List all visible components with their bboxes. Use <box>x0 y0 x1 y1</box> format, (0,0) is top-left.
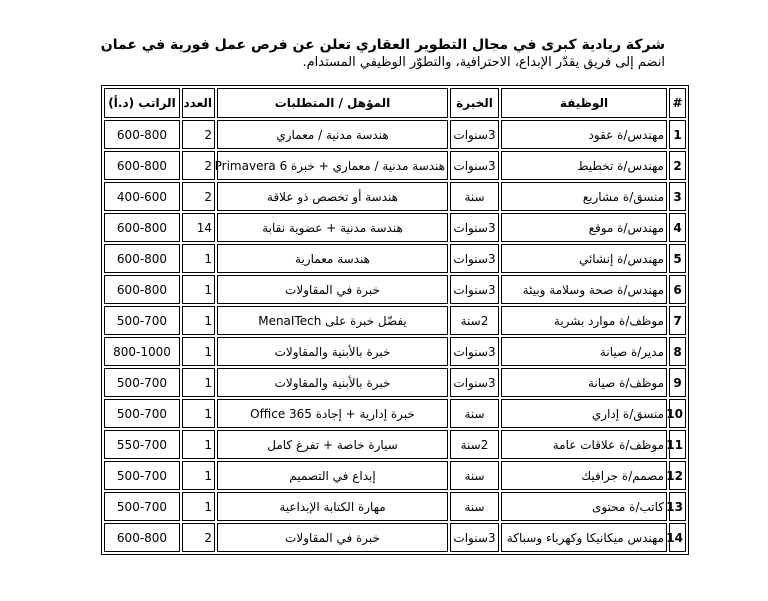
header-requirements: المؤهل / المتطلبات <box>217 88 448 118</box>
job-salary: 500-700 <box>104 306 180 335</box>
job-experience: سنة <box>450 399 499 428</box>
job-title: كاتب/ة محتوى <box>501 492 667 521</box>
row-num: 14 <box>669 523 686 552</box>
job-salary: 550-700 <box>104 430 180 459</box>
table-row <box>104 213 686 242</box>
job-experience: 3سنوات <box>450 275 499 304</box>
job-requirements: مهارة الكتابة الإبداعية <box>217 492 448 521</box>
jobs-table-body <box>104 120 686 552</box>
table-row <box>104 182 686 211</box>
job-count: 14 <box>182 213 215 242</box>
job-requirements: إبداع في التصميم <box>217 461 448 490</box>
job-salary: 500-700 <box>104 368 180 397</box>
row-num: 8 <box>669 337 686 366</box>
job-salary: 400-600 <box>104 182 180 211</box>
job-count: 1 <box>182 399 215 428</box>
job-requirements: خبرة إدارية + إجادة Office 365 <box>217 399 448 428</box>
job-title: مهندس/ة عقود <box>501 120 667 149</box>
table-row <box>104 368 686 397</box>
job-requirements: هندسة معمارية <box>217 244 448 273</box>
table-row <box>104 523 686 552</box>
job-count: 1 <box>182 337 215 366</box>
job-count: 1 <box>182 430 215 459</box>
job-requirements: هندسة أو تخصص ذو علاقة <box>217 182 448 211</box>
row-num: 10 <box>669 399 686 428</box>
job-title: مهندس/ة موقع <box>501 213 667 242</box>
table-row <box>104 492 686 521</box>
job-salary: 600-800 <box>104 213 180 242</box>
job-count: 1 <box>182 368 215 397</box>
job-count: 2 <box>182 120 215 149</box>
job-requirements: خبرة بالأبنية والمقاولات <box>217 337 448 366</box>
job-title: مهندس/ة إنشائي <box>501 244 667 273</box>
header-experience: الخبرة <box>450 88 499 118</box>
job-requirements: يفضّل خبرة على MenaITech <box>217 306 448 335</box>
job-experience: سنة <box>450 461 499 490</box>
job-title: مصمم/ة جرافيك <box>501 461 667 490</box>
table-row <box>104 275 686 304</box>
job-title: منسق/ة إداري <box>501 399 667 428</box>
job-count: 2 <box>182 182 215 211</box>
row-num: 11 <box>669 430 686 459</box>
job-salary: 600-800 <box>104 151 180 180</box>
job-salary: 500-700 <box>104 461 180 490</box>
table-row <box>104 430 686 459</box>
job-title: مدير/ة صيانة <box>501 337 667 366</box>
job-requirements: سيارة خاصة + تفرغ كامل <box>217 430 448 459</box>
table-row <box>104 337 686 366</box>
row-num: 4 <box>669 213 686 242</box>
table-row <box>104 399 686 428</box>
job-experience: 2سنة <box>450 306 499 335</box>
header-salary: الراتب (د.أ) <box>104 88 180 118</box>
job-requirements: خبرة بالأبنية والمقاولات <box>217 368 448 397</box>
job-experience: 3سنوات <box>450 368 499 397</box>
job-salary: 600-800 <box>104 120 180 149</box>
job-title: موظف/ة موارد بشرية <box>501 306 667 335</box>
job-salary: 600-800 <box>104 523 180 552</box>
table-row <box>104 244 686 273</box>
job-experience: سنة <box>450 182 499 211</box>
table-row <box>104 306 686 335</box>
header-count: العدد <box>182 88 215 118</box>
job-experience: 2سنة <box>450 430 499 459</box>
page-title: شركة ريادية كبرى في مجال التطوير العقاري تعلن عن فرص عمل فورية في عمان <box>100 37 665 53</box>
row-num: 1 <box>669 120 686 149</box>
job-count: 2 <box>182 151 215 180</box>
job-title: موظف/ة علاقات عامة <box>501 430 667 459</box>
table-row <box>104 461 686 490</box>
job-experience: سنة <box>450 492 499 521</box>
job-count: 1 <box>182 306 215 335</box>
job-requirements: هندسة مدنية / معماري <box>217 120 448 149</box>
job-salary: 600-800 <box>104 275 180 304</box>
job-requirements: خبرة في المقاولات <box>217 275 448 304</box>
job-count: 1 <box>182 461 215 490</box>
job-title: مهندس/ة تخطيط <box>501 151 667 180</box>
header-num: # <box>669 88 686 118</box>
job-experience: 3سنوات <box>450 151 499 180</box>
job-count: 2 <box>182 523 215 552</box>
row-num: 6 <box>669 275 686 304</box>
page-subtitle: انضم إلى فريق يقدّر الإبداع، الاحترافية، والتطوّر الوظيفي المستدام. <box>302 55 665 70</box>
row-num: 5 <box>669 244 686 273</box>
table-row <box>104 151 686 180</box>
job-salary: 800-1000 <box>104 337 180 366</box>
job-requirements: خبرة في المقاولات <box>217 523 448 552</box>
job-requirements: هندسة مدنية / معماري + خبرة Primavera 6 <box>217 151 448 180</box>
job-title: منسق/ة مشاريع <box>501 182 667 211</box>
jobs-table <box>101 85 689 555</box>
job-count: 1 <box>182 492 215 521</box>
table-row <box>104 120 686 149</box>
job-experience: 3سنوات <box>450 244 499 273</box>
job-salary: 500-700 <box>104 492 180 521</box>
job-salary: 600-800 <box>104 244 180 273</box>
job-count: 1 <box>182 244 215 273</box>
row-num: 2 <box>669 151 686 180</box>
job-title: موظف/ة صيانة <box>501 368 667 397</box>
row-num: 3 <box>669 182 686 211</box>
page-header <box>100 36 665 71</box>
row-num: 12 <box>669 461 686 490</box>
job-requirements: هندسة مدنية + عضوية نقابة <box>217 213 448 242</box>
table-header-row <box>104 88 686 118</box>
job-experience: 3سنوات <box>450 337 499 366</box>
job-title: مهندس/ة صحة وسلامة وبيئة <box>501 275 667 304</box>
job-salary: 500-700 <box>104 399 180 428</box>
job-count: 1 <box>182 275 215 304</box>
row-num: 9 <box>669 368 686 397</box>
job-experience: 3سنوات <box>450 213 499 242</box>
row-num: 13 <box>669 492 686 521</box>
job-experience: 3سنوات <box>450 120 499 149</box>
row-num: 7 <box>669 306 686 335</box>
job-experience: 3سنوات <box>450 523 499 552</box>
job-title: مهندس ميكانيكا وكهرباء وسباكة <box>501 523 667 552</box>
header-job: الوظيفة <box>501 88 667 118</box>
